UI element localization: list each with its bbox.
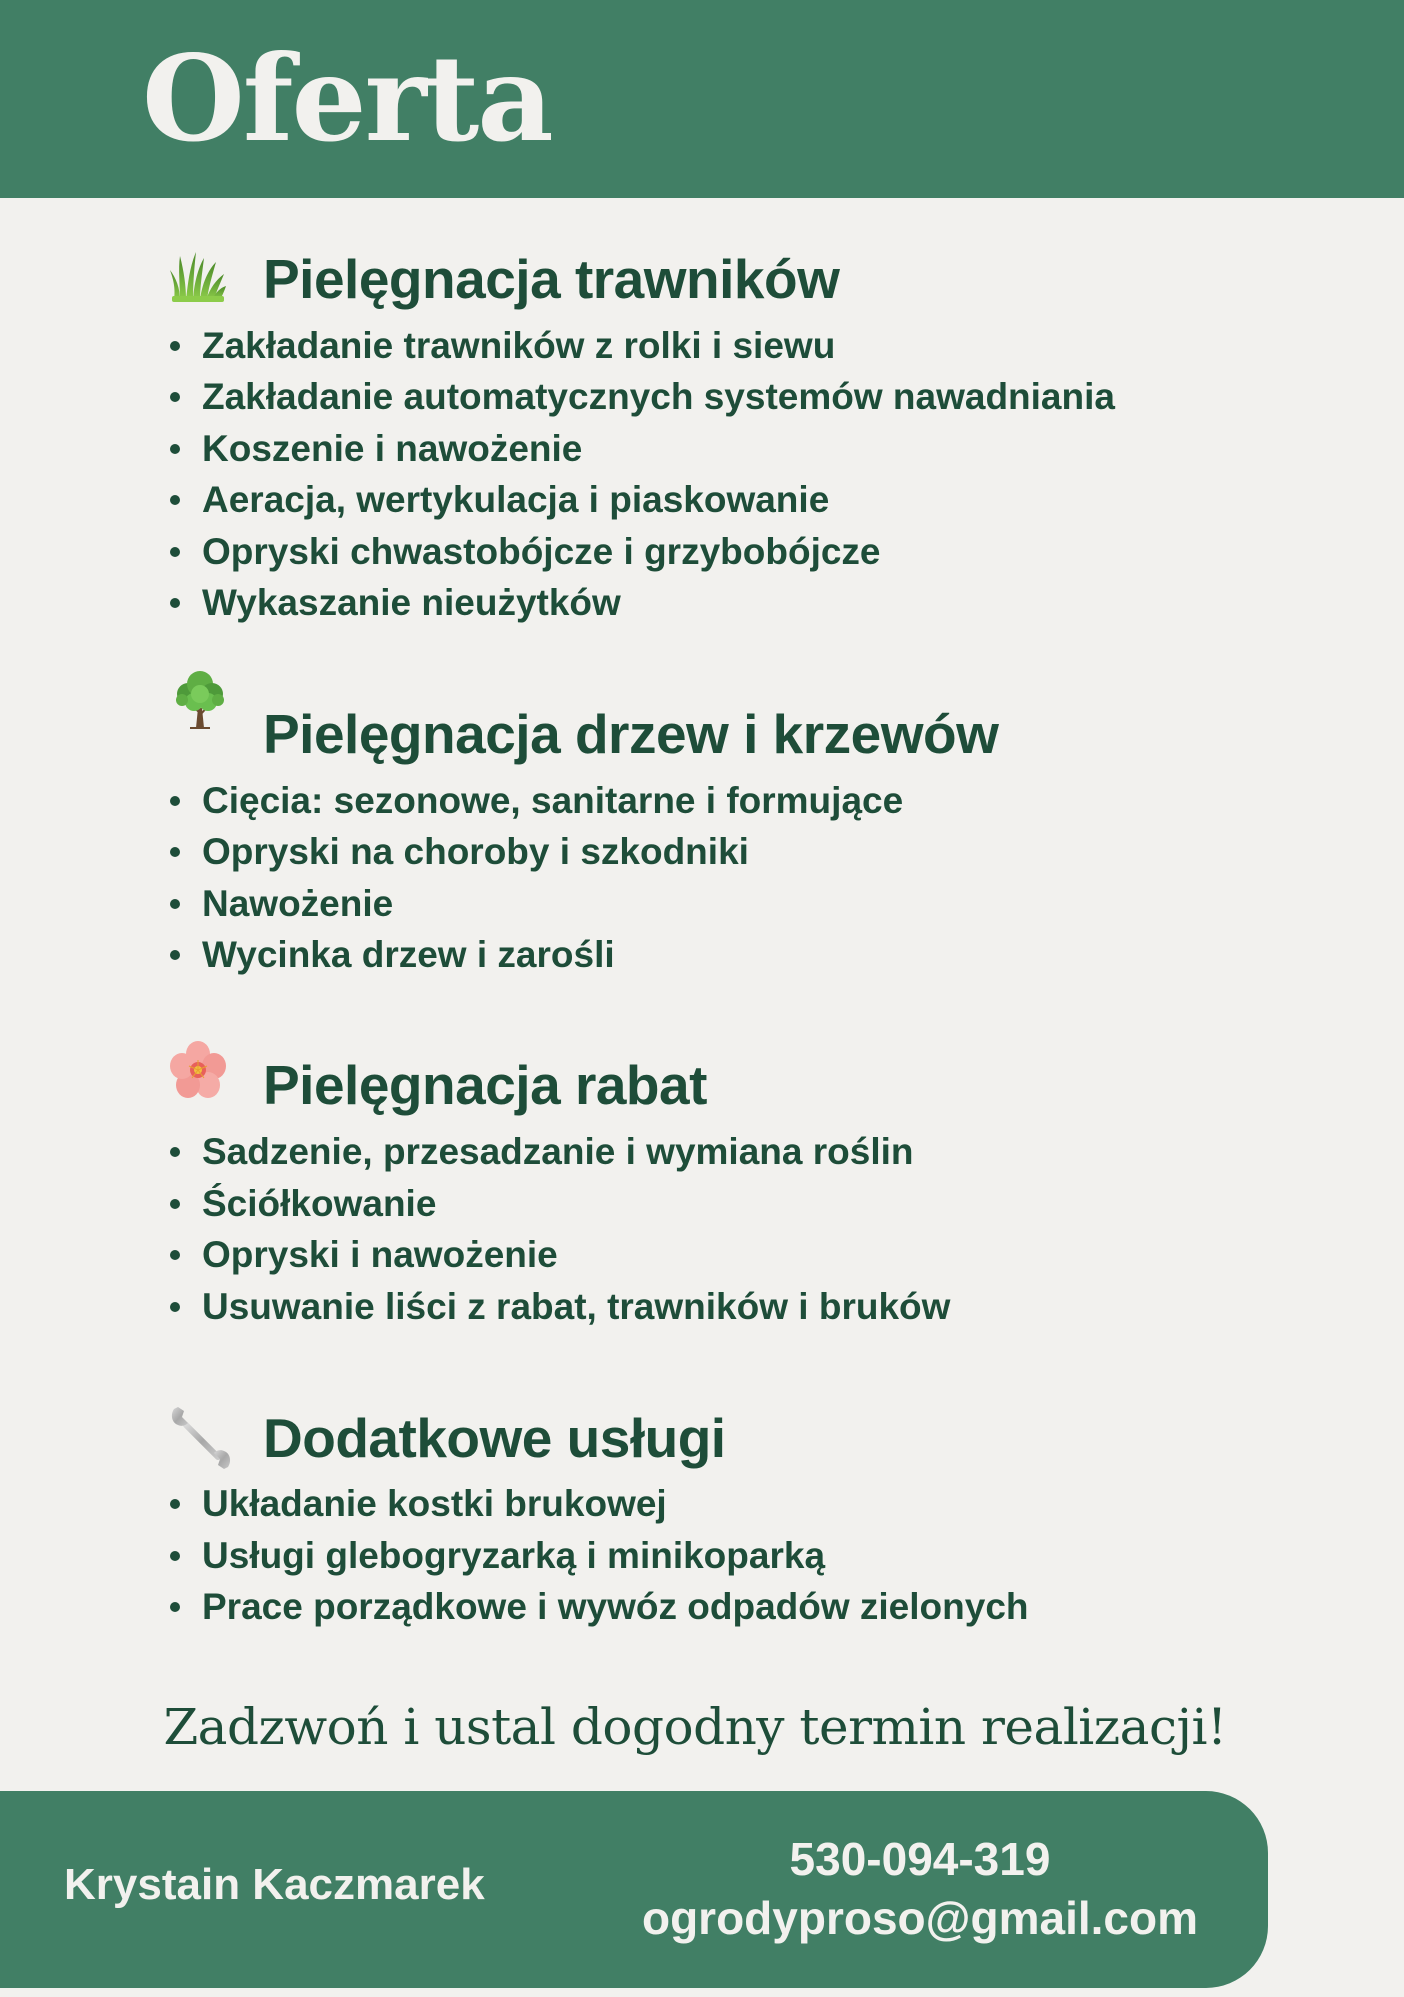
bullet-icon [170,1551,180,1561]
list-item: Cięcia: sezonowe, sanitarne i formujące [170,775,903,827]
flower-icon [168,1040,228,1100]
list-item: Wycinka drzew i zarośli [170,929,615,981]
bullet-icon [170,1250,180,1260]
list-item: Usuwanie liści z rabat, trawników i bruków [170,1281,950,1333]
list-item: Opryski chwastobójcze i grzybobójcze [170,526,881,578]
bullet-icon [170,392,180,402]
list-item: Usługi glebogryzarką i minikoparką [170,1530,825,1582]
list-item: Prace porządkowe i wywóz odpadów zielonych [170,1581,1029,1633]
list-item: Ściółkowanie [170,1178,436,1230]
list-item: Opryski i nawożenie [170,1229,558,1281]
section-title: Pielęgnacja trawników [263,248,840,310]
bullet-icon [170,1499,180,1509]
list-item: Zakładanie automatycznych systemów nawadniania [170,371,1115,423]
bullet-icon [170,1199,180,1209]
list-item: Sadzenie, przesadzanie i wymiana roślin [170,1126,913,1178]
list-item: Aeracja, wertykulacja i piaskowanie [170,474,829,526]
wrench-icon [168,1405,228,1465]
bullet-icon [170,1302,180,1312]
bullet-icon [170,899,180,909]
list-item: Zakładanie trawników z rolki i siewu [170,320,835,372]
call-to-action: Zadzwoń i ustal dogodny termin realizacji! [163,1698,1227,1756]
bullet-icon [170,796,180,806]
tree-icon [168,668,228,728]
list-item: Koszenie i nawożenie [170,423,582,475]
bullet-icon [170,341,180,351]
list-item: Opryski na choroby i szkodniki [170,826,749,878]
grass-icon [168,246,228,306]
bullet-icon [170,847,180,857]
contact-name: Krystain Kaczmarek [64,1860,485,1909]
contact-details [600,1831,1240,1949]
phone-number[interactable]: 530-094-319 [789,1833,1051,1885]
bullet-icon [170,950,180,960]
list-item: Nawożenie [170,878,393,930]
bullet-icon [170,495,180,505]
contact-footer [0,1791,1268,1988]
page-title: Oferta [142,29,552,168]
bullet-icon [170,1602,180,1612]
bullet-icon [170,547,180,557]
bullet-icon [170,598,180,608]
section-title: Pielęgnacja drzew i krzewów [263,703,999,765]
header-banner [0,0,1404,198]
bullet-icon [170,1147,180,1157]
bullet-icon [170,444,180,454]
section-title: Dodatkowe usługi [263,1407,726,1469]
list-item: Wykaszanie nieużytków [170,577,621,629]
section-title: Pielęgnacja rabat [263,1054,707,1116]
email-address[interactable]: ogrodyproso@gmail.com [641,1892,1199,1944]
list-item: Układanie kostki brukowej [170,1478,667,1530]
